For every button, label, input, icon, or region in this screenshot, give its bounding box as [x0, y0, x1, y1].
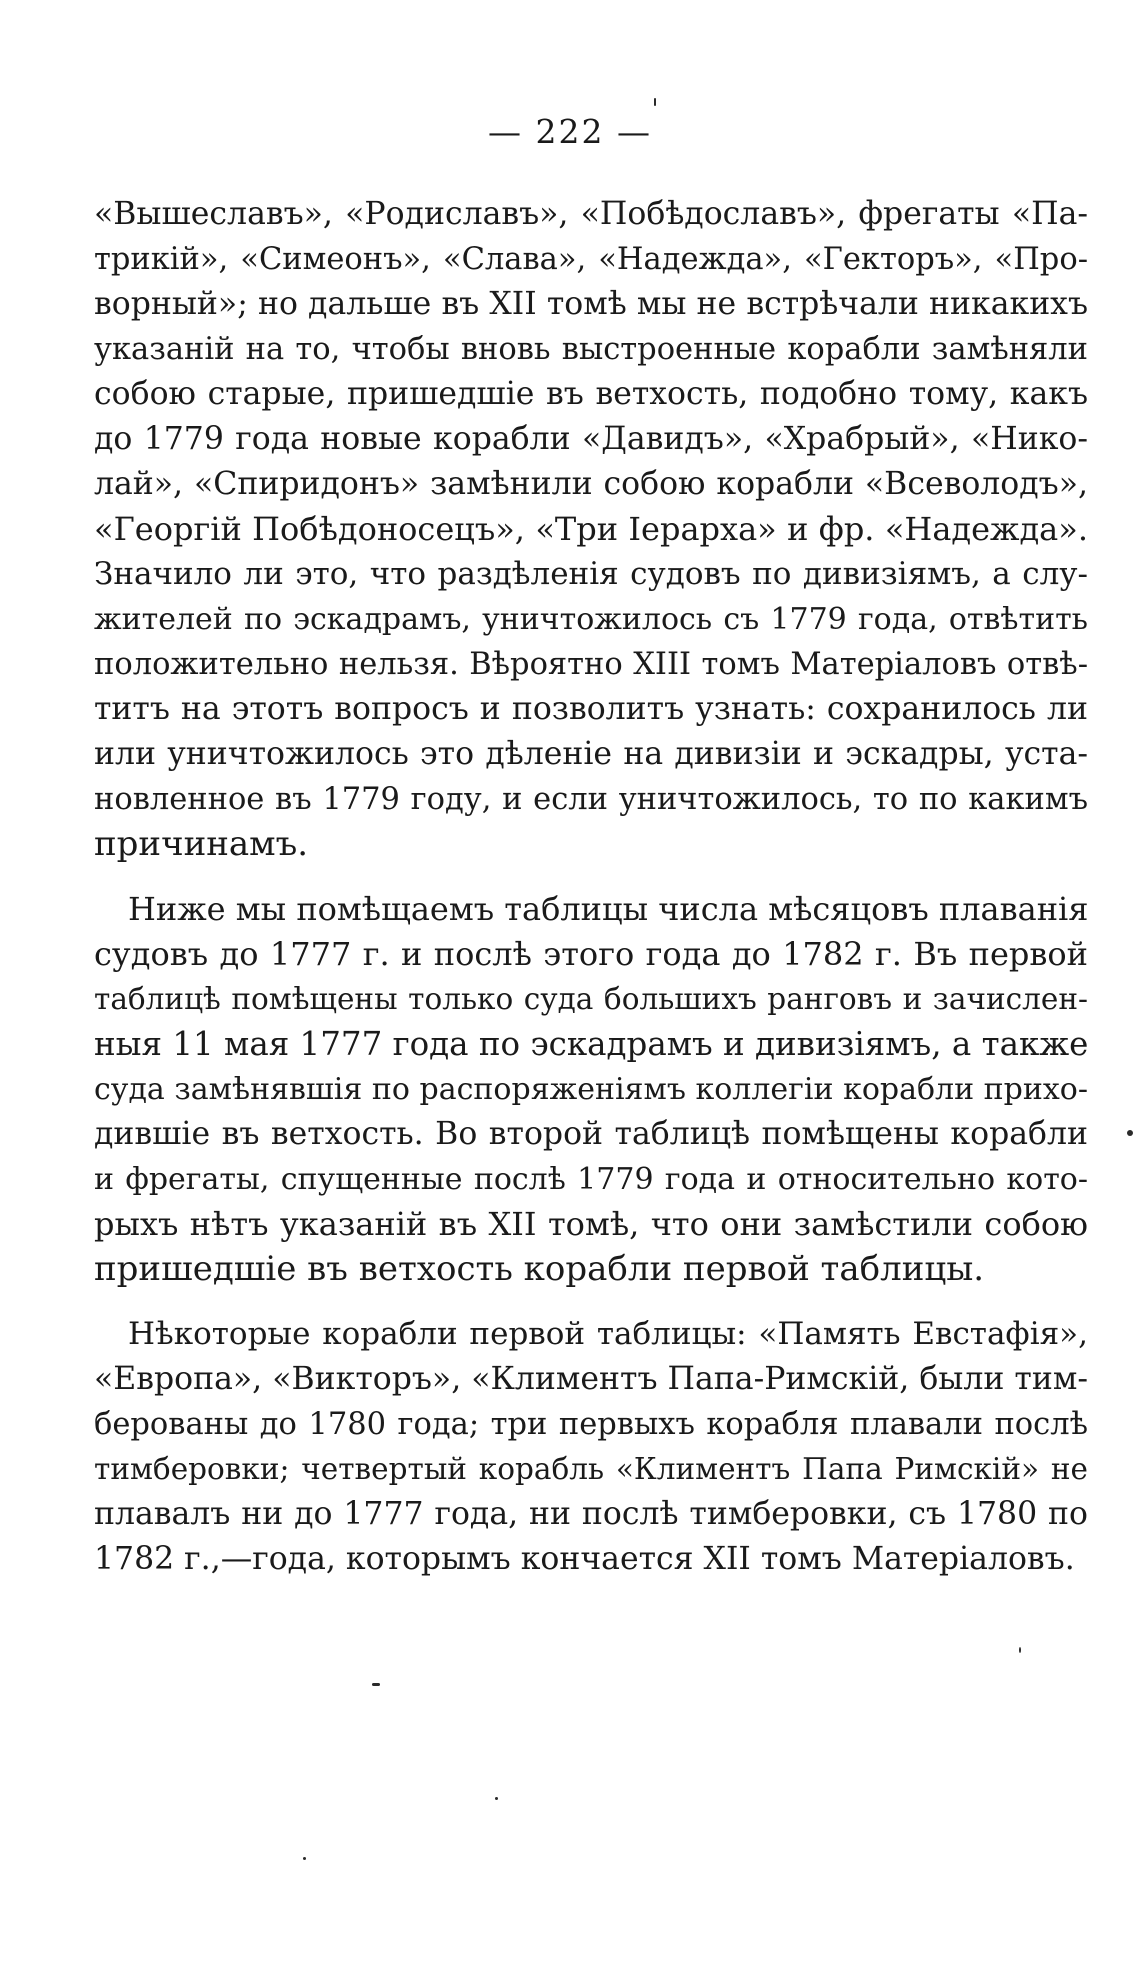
text-line: и фрегаты, спущенные послѣ 1779 года и относительно кото-: [94, 1162, 1088, 1197]
text-line: Ниже мы помѣщаемъ таблицы числа мѣсяцовъ плаванія: [128, 890, 1089, 928]
text-line: «Европа», «Викторъ», «Климентъ Папа-Римскій, были тим-: [94, 1361, 1088, 1397]
text-line: ворный»; но дальше въ XII томѣ мы не встрѣчали никакихъ: [94, 286, 1088, 322]
text-line: тимберовки; четвертый корабль «Климентъ Папа Римскій» не: [94, 1452, 1088, 1486]
text-line: плавалъ ни до 1777 года, ни послѣ тимберовки, съ 1780 по: [94, 1496, 1088, 1532]
page-number: — 222 —: [488, 112, 652, 151]
text-line: судовъ до 1777 г. и послѣ этого года до 1782 г. Въ первой: [94, 935, 1088, 973]
text-line: дившіе въ ветхость. Во второй таблицѣ помѣщены корабли: [94, 1116, 1088, 1152]
text-line: собою старые, пришедшіе въ ветхость, подобно тому, какъ: [94, 376, 1088, 412]
text-line: пришедшіе въ ветхость корабли первой таблицы.: [94, 1249, 985, 1289]
text-line: или уничтожилось это дѣленіе на дивизіи и эскадры, уста-: [94, 736, 1088, 772]
text-line: указаній на то, чтобы вновь выстроенные корабли замѣняли: [94, 332, 1088, 367]
text-line: жителей по эскадрамъ, уничтожилось съ 1779 года, отвѣтить: [94, 602, 1088, 637]
text-line: положительно нельзя. Вѣроятно XIII томъ Матеріаловъ отвѣ-: [94, 647, 1088, 682]
text-line: до 1779 года новые корабли «Давидъ», «Храбрый», «Нико-: [94, 421, 1088, 457]
text-line: Значило ли это, что раздѣленія судовъ по дивизіямъ, а слу-: [94, 556, 1088, 592]
paragraph-3: [94, 1312, 1088, 1582]
scan-speck: [1127, 1130, 1133, 1136]
text-line: берованы до 1780 года; три первыхъ корабля плавали послѣ: [94, 1407, 1088, 1442]
text-line: «Вышеславъ», «Родиславъ», «Побѣдославъ», фрегаты «Па-: [94, 196, 1088, 232]
text-line: причинамъ.: [94, 824, 309, 864]
text-line: трикій», «Симеонъ», «Слава», «Надежда», «Гекторъ», «Про-: [94, 242, 1088, 277]
text-line: 1782 г.,—года, которымъ кончается XII томъ Матеріаловъ.: [94, 1541, 1075, 1577]
scan-speck: [303, 1857, 306, 1860]
scan-speck: [654, 98, 656, 106]
scan-speck: [1019, 1647, 1021, 1653]
paragraph-1: [94, 192, 1088, 867]
text-line: таблицѣ помѣщены только суда большихъ ранговъ и зачислен-: [94, 982, 1088, 1016]
text-line: рыхъ нѣтъ указаній въ XII томѣ, что они замѣстили собою: [94, 1205, 1088, 1243]
text-line: лай», «Спиридонъ» замѣнили собою корабли «Всеволодъ»,: [94, 466, 1088, 502]
text-line: «Георгій Побѣдоносецъ», «Три Іерарха» и фр. «Надежда».: [94, 510, 1088, 548]
scan-speck: [495, 1797, 498, 1800]
text-line: титъ на этотъ вопросъ и позволитъ узнать: сохранилось ли: [94, 691, 1088, 727]
text-line: суда замѣнявшія по распоряженіямъ коллегіи корабли прихо-: [94, 1072, 1088, 1107]
text-line: ныя 11 мая 1777 года по эскадрамъ и дивизіямъ, а также: [94, 1025, 1089, 1063]
paragraph-2: [94, 887, 1088, 1292]
text-line: Нѣкоторые корабли первой таблицы: «Память Евстафія»,: [128, 1316, 1088, 1352]
scan-speck: [372, 1683, 380, 1686]
body-text: [94, 192, 1088, 1602]
text-line: новленное въ 1779 году, и если уничтожилось, то по какимъ: [94, 782, 1088, 817]
